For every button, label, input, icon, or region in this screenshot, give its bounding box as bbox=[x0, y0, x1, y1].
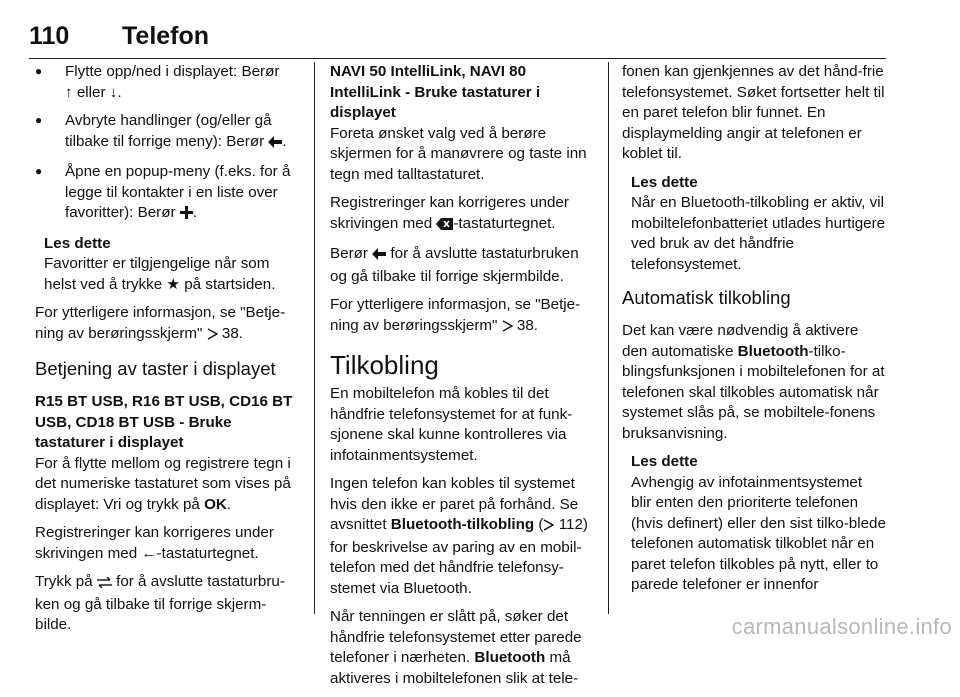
back-arrow-icon bbox=[268, 134, 282, 155]
note-box bbox=[622, 452, 886, 596]
paragraph: Foreta ønsket valg ved å berøre skjermen for å manøvrere og taste inn tegn med talltastaturet. bbox=[330, 124, 587, 183]
note-text: Når en Bluetooth-tilkobling er aktiv, vil mobiltelefonbatteriet utlades hurtigere ved bruk av det håndfrie telefonsystemet. bbox=[631, 194, 886, 273]
back-arrow-icon bbox=[372, 246, 386, 267]
note-heading: Les dette bbox=[631, 173, 698, 191]
paragraph: For ytterligere informasjon, se "Betje-ning av berøringsskjerm" 38. bbox=[330, 295, 596, 338]
page-title: Telefon bbox=[122, 22, 210, 50]
return-arrow-icon bbox=[97, 574, 112, 595]
paragraph: Det kan være nødvendig å aktivere den automatiske Bluetooth-tilko-blingsfunksjonen i mobiltelefonen for at telefonen skal tilkobles automatisk når systemet slås på, se mobiltele-fonens bruksanvisning. bbox=[622, 322, 885, 442]
note-heading: Les dette bbox=[44, 234, 111, 252]
section-heading: Automatisk tilkobling bbox=[622, 287, 791, 308]
note-text: Avhengig av infotainmentsystemet blir enten den prioriterte telefonen (hvis definert) eller den sist tilko-blede telefonen automatisk tilkoblet når en paret telefon tilkobles på nytt, eller to parede telefoner er innenfor bbox=[631, 473, 886, 593]
note-heading: Les dette bbox=[631, 453, 698, 470]
note-box bbox=[35, 234, 300, 296]
column-divider bbox=[314, 62, 315, 614]
paragraph: Registreringer kan korrigeres under skrivingen med -tastaturtegnet. bbox=[330, 193, 596, 236]
paragraph: Berør for å avslutte tastaturbruken og gå tilbake til forrige skjermbilde. bbox=[330, 245, 579, 285]
column-divider bbox=[608, 62, 609, 614]
paragraph: For å flytte mellom og registrere tegn i det numeriske tastaturet som vises på displayet: Vri og trykk på OK. bbox=[35, 454, 291, 513]
chapter-heading: Tilkobling bbox=[330, 350, 439, 380]
delete-key-icon bbox=[436, 216, 453, 237]
paragraph: For ytterligere informasjon, se "Betje-ning av berøringsskjerm" 38. bbox=[35, 303, 300, 346]
page-header bbox=[29, 20, 886, 59]
reference-arrow-icon bbox=[543, 517, 554, 538]
reference-arrow-icon bbox=[502, 318, 513, 339]
plus-icon bbox=[180, 205, 193, 226]
paragraph: Ingen telefon kan kobles til systemet hvis den ikke er paret på forhånd. Se avsnittet Bluetooth-tilkobling ( 112) for beskrivelse av paring av en mobil-telefon med det håndfrie telefonsy-stemet via Bluetooth. bbox=[330, 475, 588, 597]
paragraph: En mobiltelefon må kobles til det håndfrie telefonsystemet for at funk-sjonene skal kunne kontrolleres via infotainmentsystemet. bbox=[330, 385, 573, 464]
sub-heading: NAVI 50 IntelliLink, NAVI 80 IntelliLink - Bruke tastaturer i displayet bbox=[330, 63, 541, 121]
column-3 bbox=[622, 62, 886, 604]
bullet-item: ● Flytte opp/ned i displayet: Berør ↑ eller ↓. bbox=[35, 62, 300, 103]
bullet-item: ● Åpne en popup-meny (f.eks. for å legge til kontakter i en liste over favoritter): Berør . bbox=[35, 162, 300, 226]
watermark: carmanualsonline.info bbox=[731, 614, 952, 639]
bullet-item: ● Avbryte handlinger (og/eller gå tilbake til forrige meny): Berør . bbox=[35, 111, 300, 154]
paragraph: fonen kan gjenkjennes av det hånd-frie telefonsystemet. Søket fortsetter helt til en paret telefon blir funnet. En displaymelding angir at telefonen er koblet til. bbox=[622, 63, 885, 162]
column-1 bbox=[35, 62, 300, 644]
column-2 bbox=[330, 62, 596, 697]
section-heading: Betjening av taster i displayet bbox=[35, 358, 276, 379]
reference-arrow-icon bbox=[207, 326, 218, 347]
sub-heading: R15 BT USB, R16 BT USB, CD16 BT USB, CD18 BT USB - Bruke tastaturer i displayet bbox=[35, 393, 293, 451]
note-box bbox=[622, 173, 886, 276]
page-number: 110 bbox=[29, 22, 70, 50]
paragraph: Registreringer kan korrigeres under skrivingen med ←-tastaturtegnet. bbox=[35, 524, 274, 562]
paragraph: Når tenningen er slått på, søker det håndfrie telefonsystemet etter parede telefoner i nærheten. Bluetooth må aktiveres i mobiltelefonen slik at tele- bbox=[330, 608, 582, 687]
note-text: Favoritter er tilgjengelige når som helst ved å trykke ★ på startsiden. bbox=[44, 255, 276, 293]
paragraph: Trykk på for å avslutte tastaturbru-ken og gå tilbake til forrige skjerm-bilde. bbox=[35, 573, 285, 633]
